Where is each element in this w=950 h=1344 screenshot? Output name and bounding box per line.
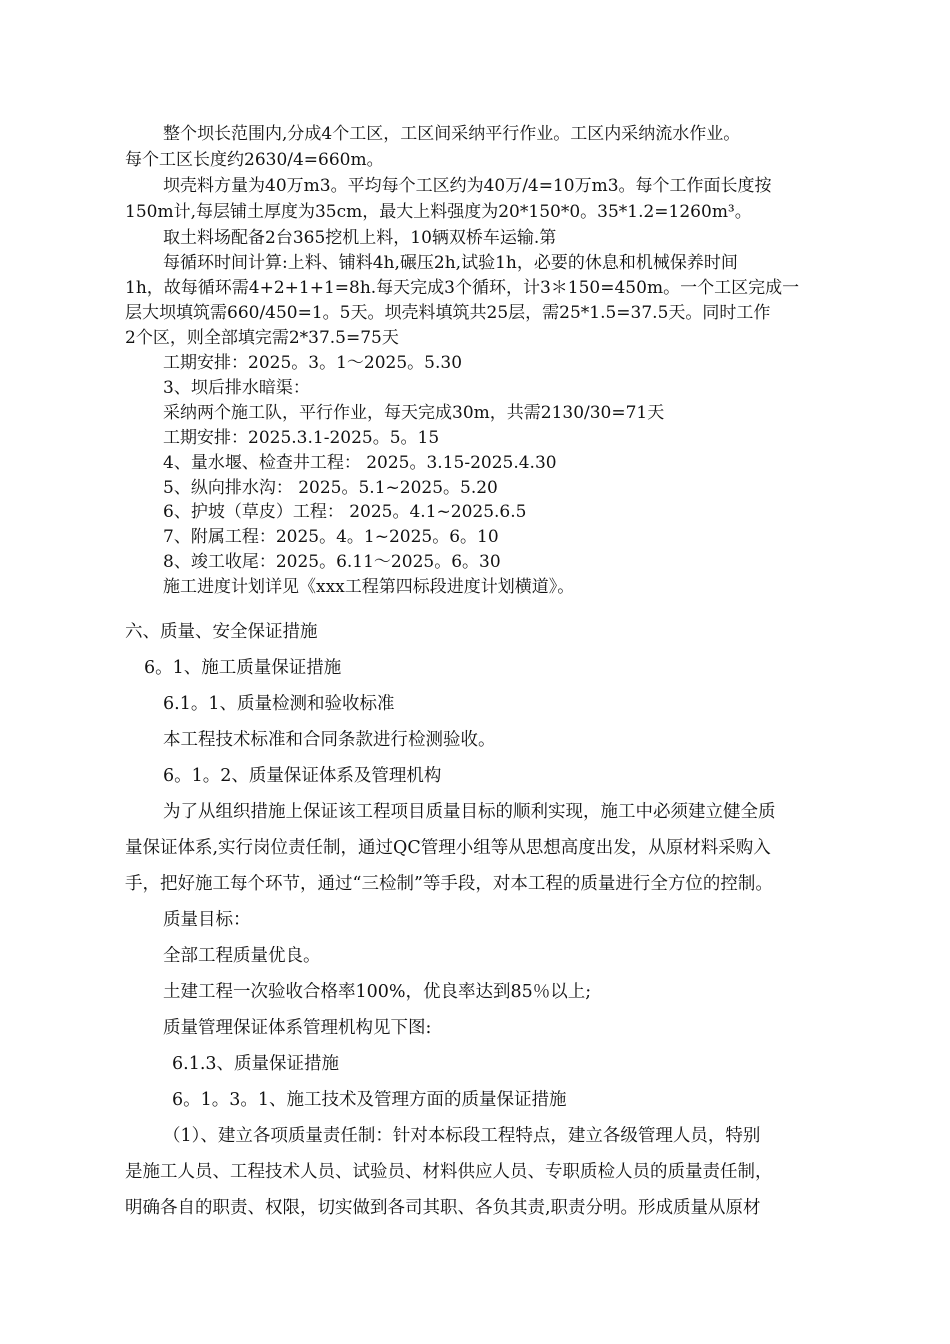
paragraph-line: 本工程技术标准和合同条款进行检测验收。	[163, 730, 496, 750]
schedule-line-4: 150m计,每层铺土厚度为35cm，最大上料强度为20*150*0。35*1.2=1260m³。	[125, 202, 752, 222]
schedule-line-18: 8、竣工收尾：2025。6.11～2025。6。30	[163, 552, 501, 572]
paragraph-line: 明确各自的职责、权限，切实做到各司其职、各负其责,职责分明。形成质量从原材	[125, 1198, 761, 1218]
schedule-line-19: 施工进度计划详见《xxx工程第四标段进度计划横道》。	[163, 577, 575, 597]
schedule-line-1: 整个坝长范围内,分成4个工区，工区间采纳平行作业。工区内采纳流水作业。	[163, 124, 741, 144]
schedule-line-16: 6、护坡（草皮）工程： 2025。4.1~2025.6.5	[163, 502, 527, 522]
section-heading-6: 六、质量、安全保证措施	[125, 622, 318, 642]
schedule-line-7: 1h，故每循环需4+2+1+1=8h.每天完成3个循环，计3＊150=450m。一个工区完成一	[125, 278, 800, 298]
schedule-line-15: 5、纵向排水沟： 2025。5.1~2025。5.20	[163, 478, 498, 498]
paragraph-line: 为了从组织措施上保证该工程项目质量目标的顺利实现，施工中必须建立健全质	[163, 802, 776, 822]
subsection-heading-6-1-3-1: 6。1。3。1、施工技术及管理方面的质量保证措施	[172, 1090, 567, 1110]
schedule-line-12: 采纳两个施工队，平行作业，每天完成30m，共需2130/30=71天	[163, 403, 665, 423]
paragraph-line: 质量管理保证体系管理机构见下图:	[163, 1018, 432, 1038]
schedule-line-10: 工期安排：2025。3。1～2025。5.30	[163, 353, 463, 373]
schedule-line-5: 取土料场配备2台365挖机上料，10辆双桥车运输.第	[163, 228, 557, 248]
quality-goal-label: 质量目标：	[163, 910, 251, 930]
schedule-line-13: 工期安排：2025.3.1-2025。5。15	[163, 428, 440, 448]
paragraph-line: 是施工人员、工程技术人员、试验员、材料供应人员、专职质检人员的质量责任制，	[125, 1162, 773, 1182]
paragraph-line: 土建工程一次验收合格率100%，优良率达到85％以上;	[163, 982, 592, 1002]
schedule-line-14: 4、量水堰、检查井工程： 2025。3.15-2025.4.30	[163, 453, 557, 473]
subsection-heading-6-1-3: 6.1.3、质量保证措施	[172, 1054, 340, 1074]
paragraph-line: 量保证体系,实行岗位责任制，通过QC管理小组等从思想高度出发，从原材料采购入	[125, 838, 771, 858]
paragraph-line: （1）、建立各项质量责任制：针对本标段工程特点，建立各级管理人员，特别	[163, 1126, 761, 1146]
subsection-heading-6-1-2: 6。1。2、质量保证体系及管理机构	[163, 766, 442, 786]
subsection-heading-6-1: 6。1、施工质量保证措施	[144, 658, 342, 678]
schedule-line-3: 坝壳料方量为40万m3。平均每个工区约为40万/4=10万m3。每个工作面长度按	[163, 176, 772, 196]
subsection-heading-6-1-1: 6.1。1、质量检测和验收标准	[163, 694, 395, 714]
schedule-line-8: 层大坝填筑需660/450=1。5天。坝壳料填筑共25层，需25*1.5=37.5天。同时工作	[125, 303, 771, 323]
paragraph-line: 全部工程质量优良。	[163, 946, 321, 966]
schedule-line-17: 7、附属工程：2025。4。1~2025。6。10	[163, 527, 499, 547]
paragraph-line: 手，把好施工每个环节，通过“三检制”等手段，对本工程的质量进行全方位的控制。	[125, 874, 773, 894]
schedule-line-2: 每个工区长度约2630/4=660m。	[125, 150, 384, 170]
schedule-line-11: 3、坝后排水暗渠：	[163, 378, 310, 398]
schedule-line-6: 每循环时间计算:上料、铺料4h,碾压2h,试验1h，必要的休息和机械保养时间	[163, 253, 738, 273]
schedule-line-9: 2个区，则全部填完需2*37.5=75天	[125, 328, 399, 348]
